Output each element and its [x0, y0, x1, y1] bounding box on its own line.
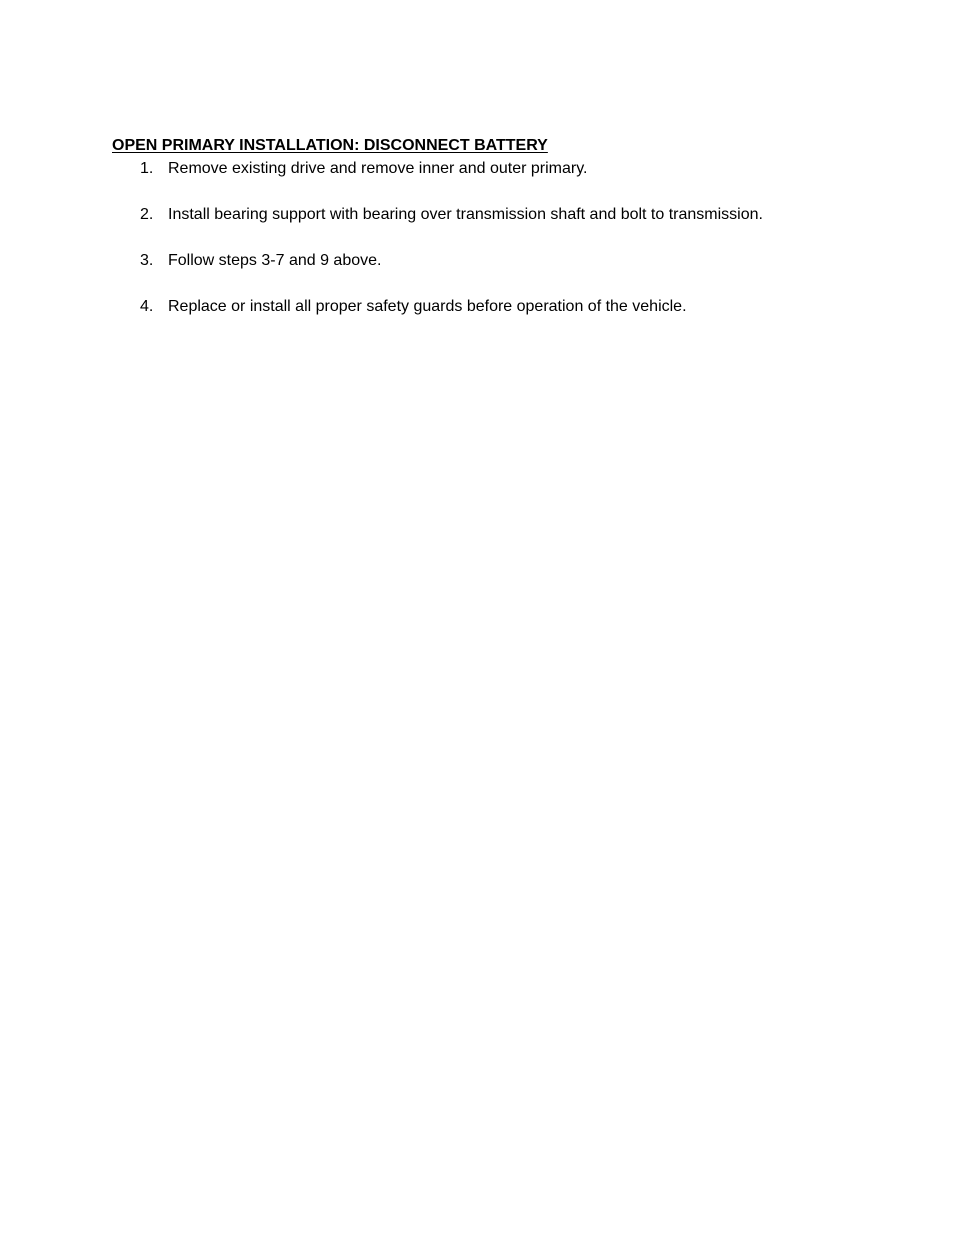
- step-text: Remove existing drive and remove inner and outer primary.: [168, 160, 588, 177]
- step-number: 3.: [140, 252, 154, 269]
- step-number: 4.: [140, 298, 154, 315]
- section-heading: OPEN PRIMARY INSTALLATION: DISCONNECT BATTERY: [112, 137, 548, 154]
- step-text: Follow steps 3-7 and 9 above.: [168, 252, 382, 269]
- step-number: 1.: [140, 160, 154, 177]
- step-text: Replace or install all proper safety guards before operation of the vehicle.: [168, 298, 687, 315]
- step-text: Install bearing support with bearing over transmission shaft and bolt to transmission.: [168, 206, 763, 223]
- step-number: 2.: [140, 206, 154, 223]
